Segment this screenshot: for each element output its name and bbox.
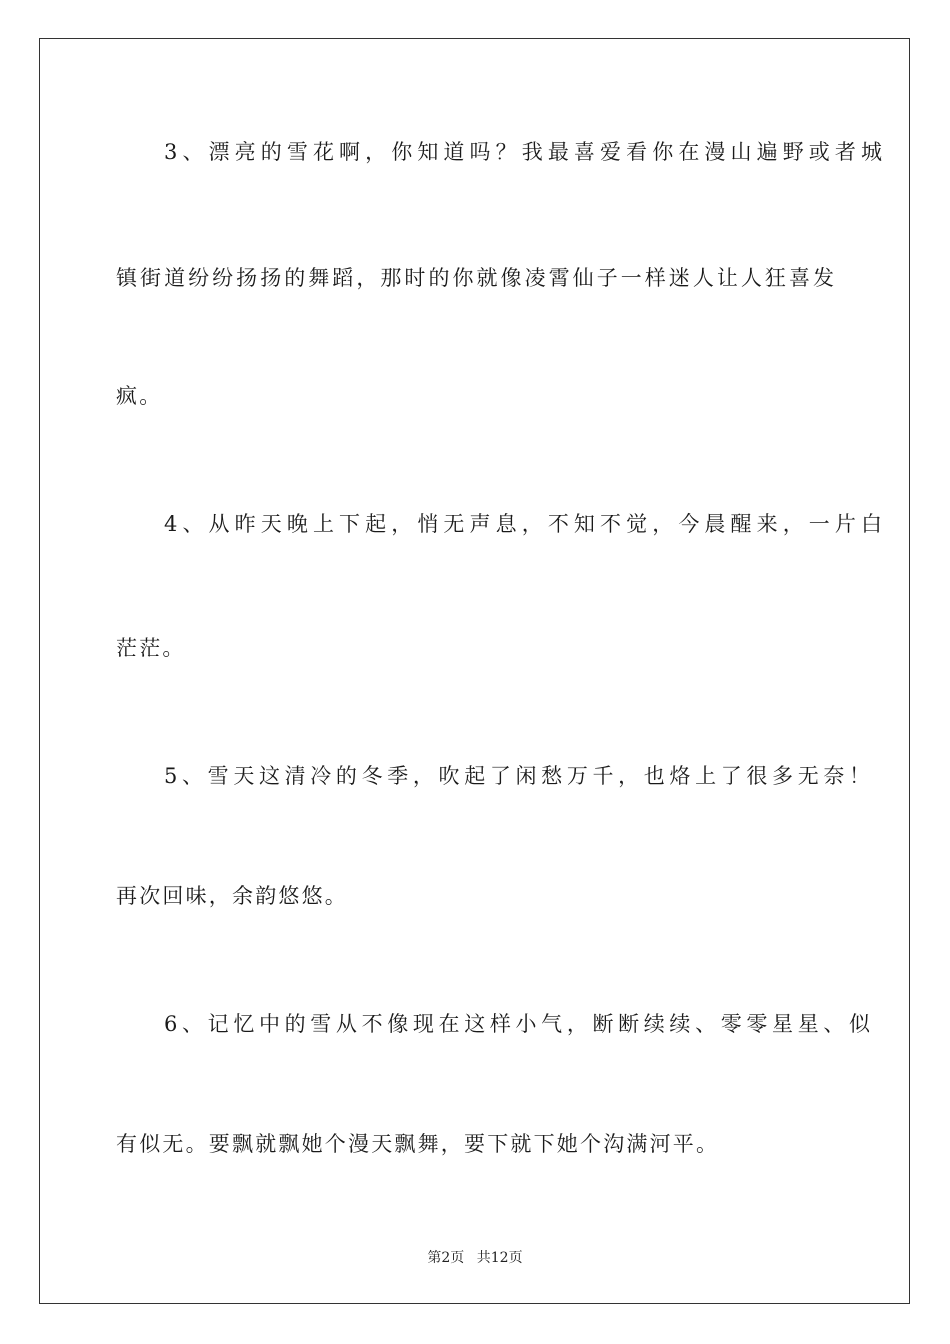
paragraph-3-line-3: 疯。 (116, 384, 163, 408)
page-number: 第2页 (427, 1250, 465, 1266)
paragraph-6-line-1: 6、记忆中的雪从不像现在这样小气，断断续续、零零星星、似 (164, 1012, 870, 1036)
paragraph-4-line-1: 4、从昨天晚上下起，悄无声息，不知不觉，今晨醒来，一片白 (164, 512, 882, 536)
paragraph-5-line-1: 5、雪天这清冷的冬季，吹起了闲愁万千，也烙上了很多无奈！ (164, 764, 870, 788)
page-border (39, 38, 910, 1304)
paragraph-5-line-2: 再次回味，余韵悠悠。 (116, 884, 348, 908)
page-total: 共12页 (476, 1250, 523, 1266)
paragraph-6-line-2: 有似无。要飘就飘她个漫天飘舞，要下就下她个沟满河平。 (116, 1132, 720, 1156)
paragraph-4-line-2: 茫茫。 (116, 636, 186, 660)
paragraph-3-line-1: 3、漂亮的雪花啊，你知道吗？我最喜爱看你在漫山遍野或者城 (164, 140, 882, 164)
page-footer (0, 1247, 950, 1267)
paragraph-3-line-2: 镇街道纷纷扬扬的舞蹈，那时的你就像凌霄仙子一样迷人让人狂喜发 (116, 266, 834, 290)
